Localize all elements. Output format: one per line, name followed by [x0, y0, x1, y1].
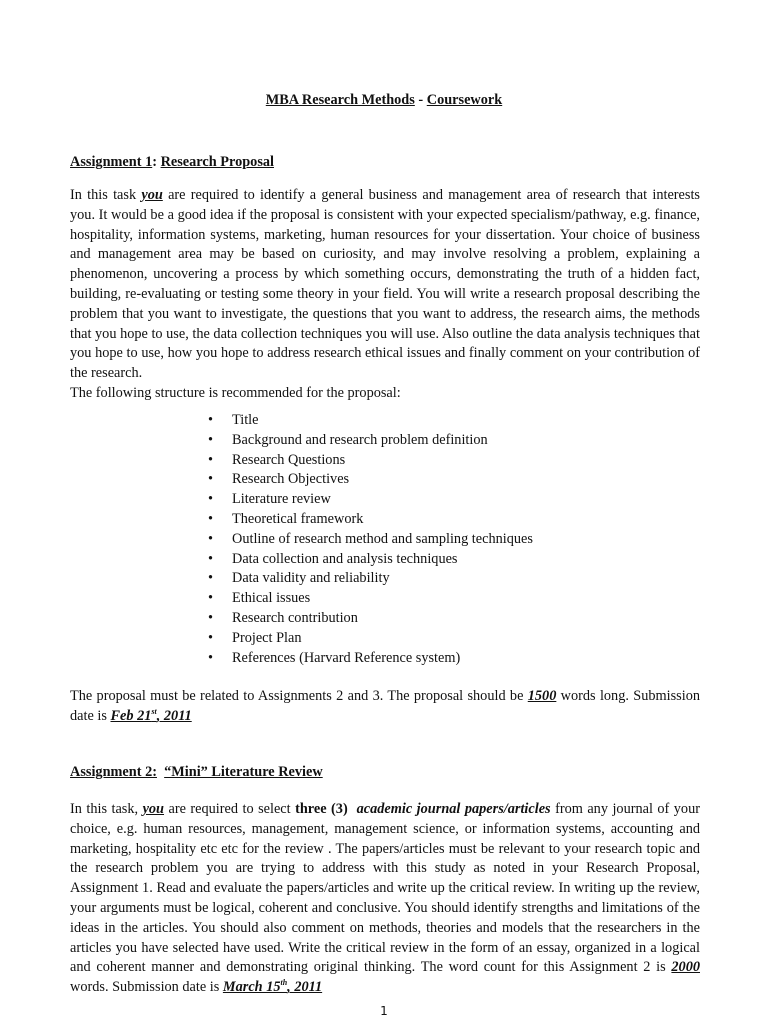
list-item: • Background and research problem definition — [208, 431, 533, 451]
date-year: , 2011 — [156, 707, 192, 724]
assignment2-body — [70, 800, 700, 998]
text: are required to identify a general business and management area of research that interests you. It would be a good idea if the proposal is consistent with your expected specialism/pathway, e.g. finance, hospitality, information systems, marketing, human resources for your dissertation. Your choice of business and management area may be based on curiosity, and may involve resolving a problem, explaining a phenomenon, uncovering a process by which something occurs, demonstrating the truth of a hidden fact, building, re-evaluating or testing some theory in your field. You will write a research proposal describing the problem that you want to investigate, the questions that you want to address, the research aims, the methods that you hope to use, the data collection techniques you will use. Also outline the data analysis techniques that you hope to use, how you hope to address research ethical issues and finally comment on your contribution of the research. — [70, 187, 700, 382]
emphasis-you: you — [142, 801, 165, 817]
date-main: March 15 — [222, 979, 281, 996]
title-main: MBA Research Methods — [265, 92, 415, 108]
list-item: • Title — [208, 411, 533, 431]
text: In this task, — [70, 801, 143, 817]
assignment2-label: Assignment 2: — [70, 764, 157, 780]
assignment1-name: Research Proposal — [160, 154, 275, 170]
submission-date — [223, 979, 322, 995]
page-number: 1 — [380, 1004, 388, 1018]
text: are required to select — [164, 801, 296, 817]
structure-intro: The following structure is recommended for the proposal: — [70, 384, 401, 401]
text: In this task — [70, 187, 142, 203]
emphasis-articles: academic journal papers/articles — [356, 801, 551, 817]
assignment1-label: Assignment 1 — [70, 154, 153, 170]
list-item: • Outline of research method and sampling techniques — [208, 530, 533, 550]
text: The proposal must be related to Assignments 2 and 3. The proposal should be — [70, 688, 528, 704]
assignment1-intro — [70, 186, 700, 404]
text: words long. Submission date is — [70, 688, 700, 724]
heading-colon: : — [152, 154, 161, 170]
document-title — [0, 92, 768, 109]
date-suffix: th — [280, 978, 288, 988]
list-item: • Ethical issues — [208, 589, 533, 609]
list-item: • Literature review — [208, 490, 533, 510]
structure-list — [208, 411, 533, 668]
word-count: 1500 — [527, 688, 557, 704]
text: from any journal of your choice, e.g. human resources, management, management science, or information systems, accounting and marketing, hospitality etc etc for the review . The papers/articles must be relevant to your research topic and the research problem you are trying to address with this study as noted in your Research Proposal, Assignment 1. Read and evaluate the papers/articles and write up the critical review. In writing up the review, your arguments must be logical, coherent and conclusive. You should identify strengths and limitations of the ideas in the articles. You should also comment on methods, theories and models that the researchers in the articles you have selected have used. Write the critical review in the form of an essay, organized in a logical and coherent manner and demonstrating original thinking. The word count for this Assignment 2 is — [70, 801, 700, 976]
emphasis-you: you — [141, 187, 163, 203]
text: words. Submission date is — [70, 979, 223, 996]
list-item: • Research Objectives — [208, 470, 533, 490]
date-year: , 2011 — [287, 979, 323, 996]
assignment2-heading — [70, 764, 323, 781]
list-item: • References (Harvard Reference system) — [208, 649, 533, 669]
list-item: • Project Plan — [208, 629, 533, 649]
title-sub: Coursework — [426, 92, 503, 108]
list-item: • Data validity and reliability — [208, 569, 533, 589]
title-separator: - — [414, 92, 427, 108]
assignment2-name: “Mini” Literature Review — [164, 764, 323, 780]
date-main: Feb 21 — [110, 707, 152, 724]
emphasis-three: three (3) — [295, 801, 348, 817]
date-suffix: st — [151, 707, 157, 717]
list-item: • Data collection and analysis techniques — [208, 550, 533, 570]
assignment1-closing — [70, 687, 700, 727]
list-item: • Theoretical framework — [208, 510, 533, 530]
list-item: • Research contribution — [208, 609, 533, 629]
word-count: 2000 — [671, 959, 700, 976]
submission-date — [111, 708, 192, 724]
assignment1-heading — [70, 154, 274, 171]
list-item: • Research Questions — [208, 451, 533, 471]
